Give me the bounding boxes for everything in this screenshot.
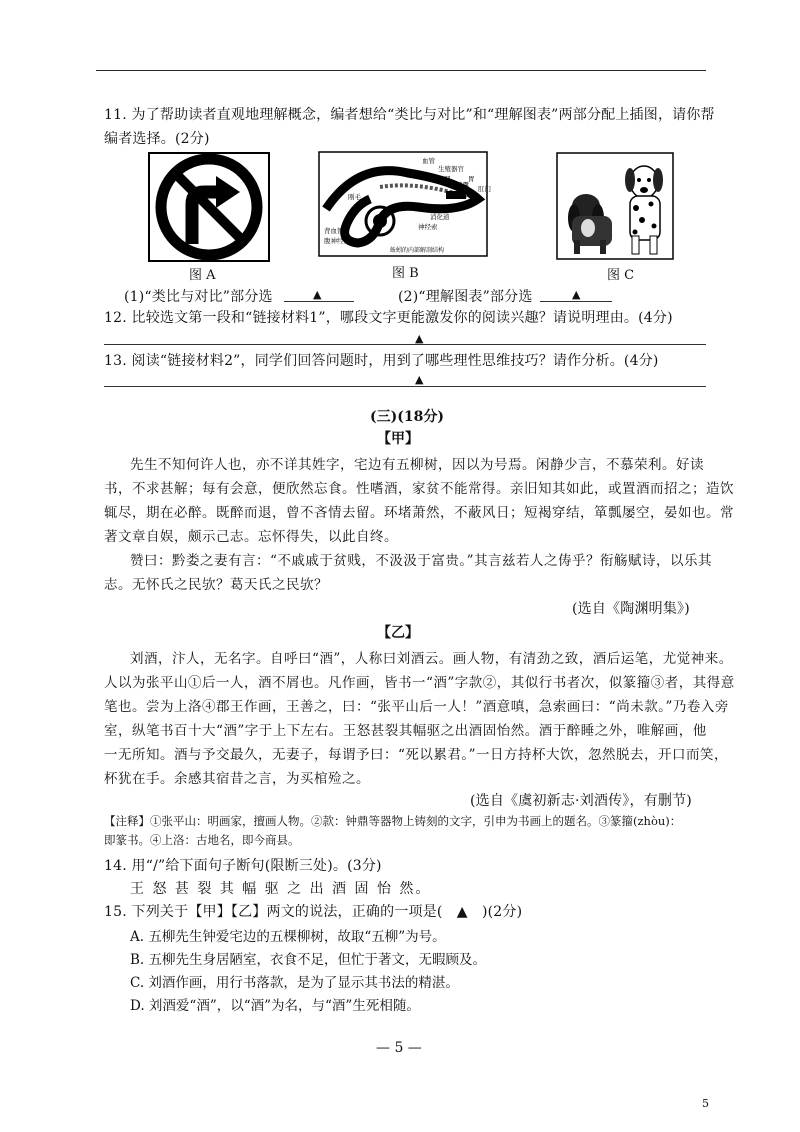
svg-text:背血管: 背血管 — [324, 227, 344, 235]
svg-text:咽: 咽 — [444, 175, 451, 183]
header-rule — [96, 70, 706, 71]
passage-yi-heading: 【乙】 — [377, 625, 419, 641]
q13-answer-line[interactable] — [104, 386, 706, 387]
answer-marker: ▲ — [572, 288, 581, 301]
page-number-corner: 5 — [702, 1097, 709, 1110]
svg-text:嗉囊: 嗉囊 — [456, 181, 469, 189]
q12-text: 12. 比较选文第一段和“链接材料1”，哪段文字更能激发你的阅读兴趣？请说明理由。(4分) — [104, 310, 673, 326]
q11-sub2-label: (2)“理解图表”部分选 — [398, 289, 533, 305]
q12-answer-line[interactable] — [104, 344, 706, 345]
annotation-line: 【注释】①张平山：明画家，擅画人物。②款：钟鼎等器物上铸刻的文字，引申为书画上的题名。③篆籀(zhòu)： — [104, 814, 682, 828]
q14-sentence[interactable]: 王 怒 甚 裂 其 幅 驱 之 出 酒 固 怡 然。 — [130, 881, 432, 897]
q11-sub1-label: (1)“类比与对比”部分选 — [124, 289, 273, 305]
q11-line2: 编者选择。(2分) — [104, 131, 210, 147]
passage-jia-line: 志。无怀氏之民欤？葛天氏之民欤？ — [104, 577, 328, 593]
q15-option-d[interactable]: D. 刘酒爱“酒”，以“酒”为名，与“酒”生死相随。 — [130, 998, 420, 1014]
passage-yi-line: 一无所知。酒与予交最久，无妻子，每谓予曰：“死以累君。”一日方持杯大饮，忽然脱去，开口而笑， — [104, 747, 729, 763]
passage-jia-line: 先生不知何许人也，亦不详其姓字，宅边有五柳树，因以为号焉。闲静少言，不慕荣利。好读 — [130, 457, 704, 473]
passage-jia-line: 赞曰：黔娄之妻有言：“不戚戚于贫贱，不汲汲于富贵。”其言兹若人之俦乎？衔觞赋诗，以乐其 — [130, 553, 713, 569]
answer-marker: ▲ — [415, 373, 424, 386]
passage-yi-line: 笔也。尝为上洛④郡王作画，王善之，曰：“张平山后一人！”酒意嗔，急索画曰：“尚未款。”乃卷入旁 — [104, 699, 729, 715]
svg-text:胃: 胃 — [468, 175, 475, 183]
figure-c-caption: 图 C — [607, 268, 635, 283]
passage-yi-source: (选自《虞初新志·刘酒传》，有删节) — [470, 793, 692, 809]
answer-marker: ▲ — [313, 288, 322, 301]
figure-b-caption: 图 B — [392, 266, 419, 281]
figure-a-no-right-turn-sign — [148, 152, 270, 262]
q15-option-b[interactable]: B. 五柳先生身居陋室，衣食不足，但忙于著文，无暇顾及。 — [130, 952, 487, 968]
figure-b-earthworm-anatomy — [318, 151, 491, 257]
answer-marker: ▲ — [415, 332, 424, 345]
page-number-center: — 5 — — [376, 1040, 422, 1056]
svg-text:神经索: 神经索 — [418, 223, 438, 231]
svg-text:腹神经索: 腹神经索 — [324, 237, 350, 245]
q15-option-a[interactable]: A. 五柳先生钟爱宅边的五棵柳树，故取“五柳”为号。 — [130, 929, 446, 945]
annotation-line: 即篆书。④上洛：古地名，即今商县。 — [104, 833, 300, 847]
svg-text:消化道: 消化道 — [430, 213, 450, 221]
q15-text: 15. 下列关于【甲】【乙】两文的说法，正确的一项是( ▲ )(2分) — [104, 904, 523, 920]
section-3-title: (三)(18分) — [370, 409, 444, 425]
fig-b-label: 血管 — [422, 157, 435, 165]
figure-c-dogs-photo — [556, 152, 674, 260]
passage-jia-line: 书，不求甚解；每有会意，便欣然忘食。性嗜酒，家贫不能常得。亲旧知其如此，或置酒而招之；造饮 — [104, 481, 734, 497]
svg-text:刚毛: 刚毛 — [348, 193, 361, 201]
q13-text: 13. 阅读“链接材料2”，同学们回答问题时，用到了哪些理性思维技巧？请作分析。(4分) — [104, 353, 659, 369]
svg-text:肛门: 肛门 — [478, 185, 491, 193]
svg-text:蚯蚓的内部解剖结构: 蚯蚓的内部解剖结构 — [390, 247, 445, 254]
passage-jia-line: 著文章自娱，颇示己志。忘怀得失，以此自终。 — [104, 529, 398, 545]
passage-yi-line: 人以为张平山①后一人，酒不屑也。凡作画，皆书一“酒”字款②，其似行书者次，似篆籀③者，其得意 — [104, 675, 735, 691]
svg-text:生殖器官: 生殖器官 — [438, 165, 464, 173]
figure-a-caption: 图 A — [189, 268, 216, 283]
passage-jia-heading: 【甲】 — [377, 431, 419, 447]
q11-sub2-answer-line[interactable] — [540, 301, 612, 302]
q11-line1: 11. 为了帮助读者直观地理解概念，编者想给“类比与对比”和“理解图表”两部分配上插图，请你帮 — [104, 107, 715, 123]
passage-yi-line: 室，纵笔书百十大“酒”字于上下左右。王怒甚裂其幅驱之出酒固怡然。酒于醉睡之外，唯解画，他 — [104, 723, 707, 739]
q14-text: 14. 用“/”给下面句子断句(限断三处)。(3分) — [104, 858, 382, 874]
passage-yi-line: 杯犹在手。余感其宿昔之言，为买棺殓之。 — [104, 771, 370, 787]
passage-jia-source: (选自《陶渊明集》) — [572, 601, 690, 617]
passage-jia-line: 辄尽，期在必醉。既醉而退，曾不吝情去留。环堵萧然，不蔽风日；短褐穿结，箪瓢屡空，晏如也。常 — [104, 505, 734, 521]
q11-sub1-answer-line[interactable] — [284, 301, 354, 302]
passage-yi-line: 刘酒，汴人，无名字。自呼曰“酒”，人称曰刘酒云。画人物，有清劲之致，酒后运笔，尤觉神来。 — [130, 651, 733, 667]
q15-option-c[interactable]: C. 刘酒作画，用行书落款，是为了显示其书法的精湛。 — [130, 975, 459, 991]
